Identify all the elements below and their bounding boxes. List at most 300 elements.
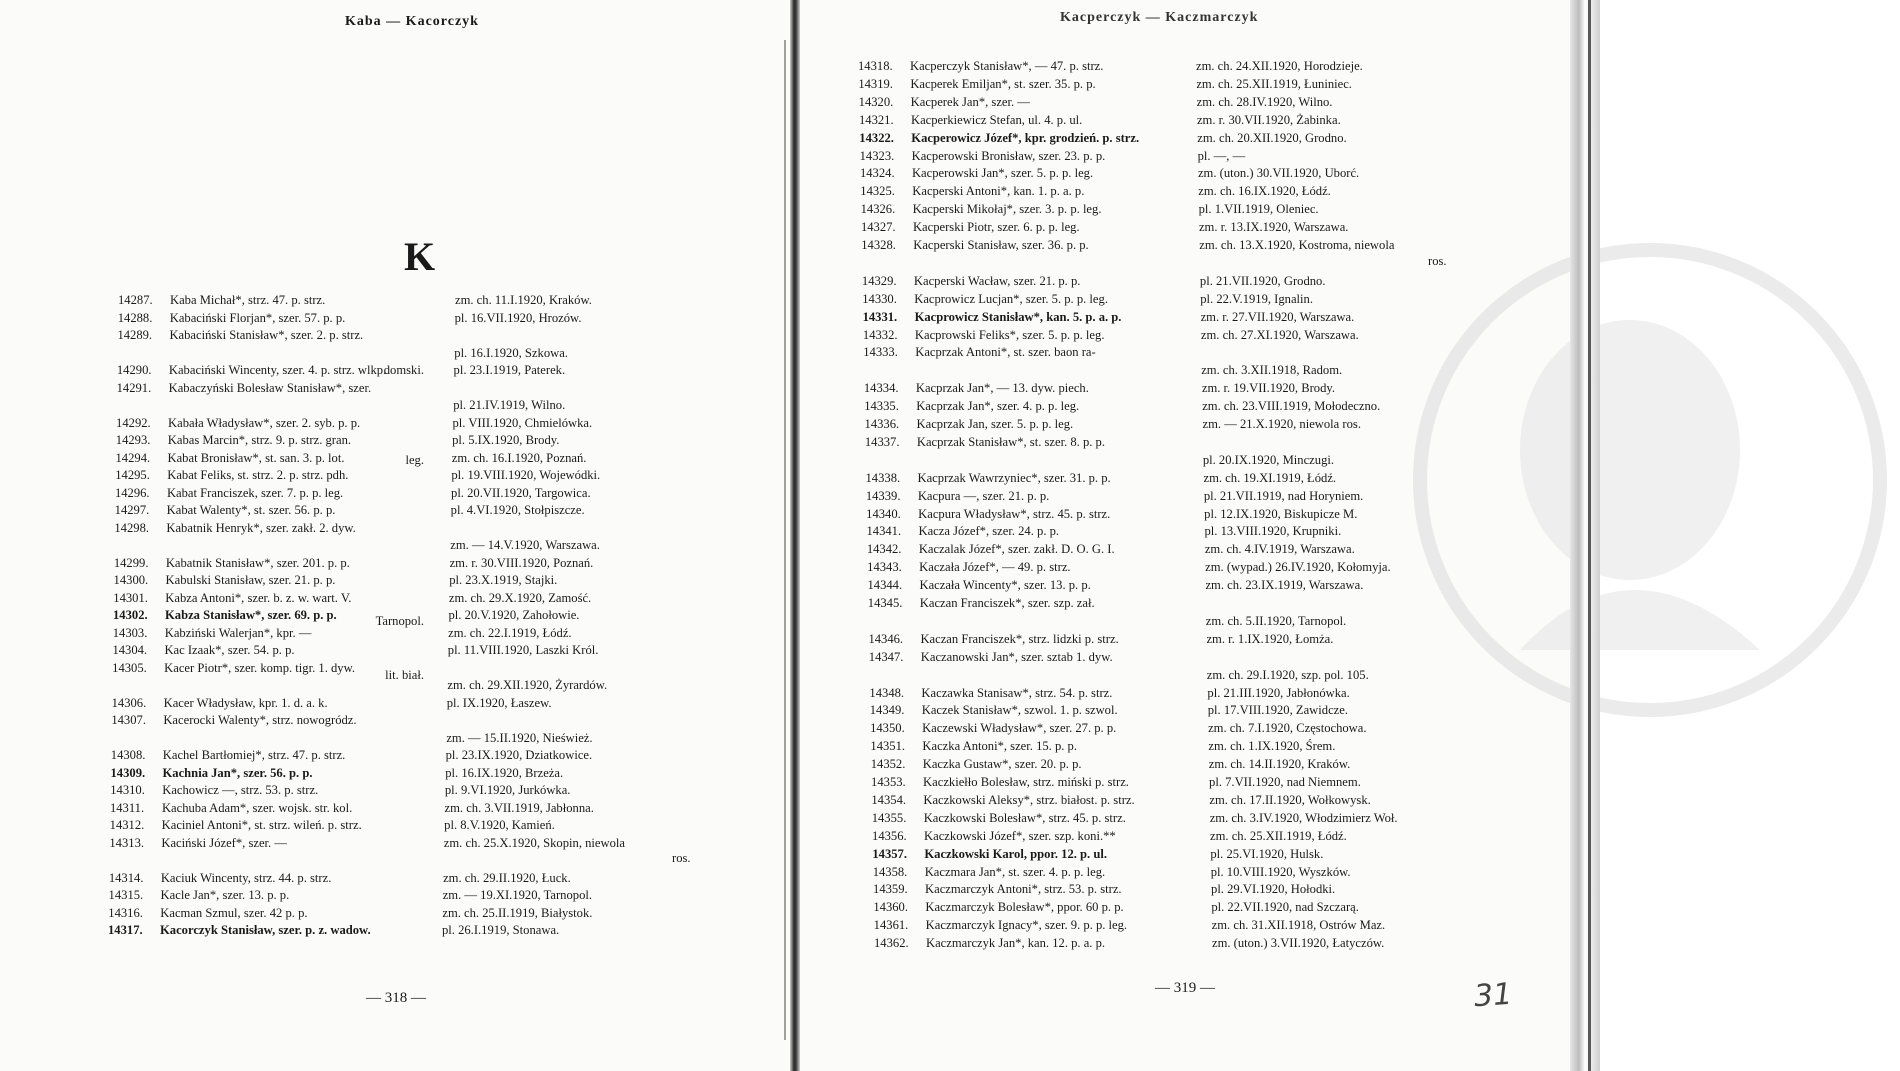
entry-name: Kacperski Piotr, szer. 6. p. p. leg.: [912, 220, 1080, 235]
list-item: [118, 292, 325, 309]
entry-fate: zm. ch. 3.XII.1918, Radom.: [1201, 363, 1343, 378]
entry-number: 14333.: [863, 345, 898, 360]
list-item: [865, 416, 1074, 433]
watermark-medallion-icon: [1400, 230, 1900, 730]
entry-name: Kaczkiełło Bolesław, strz. miński p. strz.: [923, 775, 1129, 789]
entry-name: Kabat Feliks, st. strz. 2. p. strz. pdh.: [167, 468, 349, 482]
entry-name: Kacprzak Wawrzyniec*, szer. 31. p. p.: [917, 470, 1111, 485]
entry-name: Kaba Michał*, strz. 47. p. strz.: [170, 293, 326, 307]
list-item: [867, 559, 1070, 576]
entry-number: 14308.: [110, 748, 146, 762]
entry-fate: zm. ch. 19.XI.1919, Łódź.: [1203, 470, 1337, 485]
entry-fate: pl. 20.IX.1920, Minczugi.: [1202, 452, 1335, 467]
entry-name: Kacprowicz Lucjan*, szer. 5. p. p. leg.: [914, 291, 1108, 306]
entry-fate: pl. 26.I.1919, Stonawa.: [442, 923, 560, 937]
entry-name: Kacperowicz Józef*, kpr. grodzień. p. strz.: [911, 130, 1140, 145]
entry-continuation: lit. biał.: [385, 667, 424, 682]
entry-fate: zm. ch. 16.IX.1920, Łódź.: [1198, 184, 1331, 199]
entry-fate: pl. 16.IX.1920, Brzeża.: [445, 765, 564, 780]
list-item: [866, 523, 1059, 540]
entry-number: 14362.: [874, 936, 909, 951]
entry-name: Kaczek Stanisław*, szwol. 1. p. szwol.: [921, 703, 1118, 718]
entry-name: Kabaciński Wincenty, szer. 4. p. strz. wlkp.: [168, 363, 387, 377]
list-item: [117, 362, 386, 379]
entry-name: Kacperowski Bronisław, szer. 23. p. p.: [911, 148, 1106, 163]
entry-number: 14318.: [858, 59, 893, 73]
entry-number: 14331.: [862, 309, 898, 324]
entry-fate: pl. —, —: [1197, 148, 1246, 163]
entry-fate: pl. 12.IX.1920, Biskupicze M.: [1204, 506, 1358, 521]
entry-fate: zm. ch. 16.I.1920, Poznań.: [451, 450, 587, 465]
list-item: [115, 502, 336, 519]
entry-name: Kaczmara Jan*, st. szer. 4. p. p. leg.: [924, 864, 1106, 879]
entry-name: Kacza Józef*, szer. 24. p. p.: [918, 524, 1060, 539]
entry-number: 14315.: [108, 888, 144, 902]
entry-number: 14355.: [871, 810, 907, 825]
entry-fate: pl. 13.VIII.1920, Krupniki.: [1204, 524, 1342, 539]
list-item: [113, 590, 351, 607]
entry-fate: pl. 21.VII.1919, nad Horyniem.: [1203, 488, 1364, 503]
list-item: [863, 327, 1105, 344]
entry-continuation: leg.: [405, 452, 424, 467]
entry-number: 14358.: [872, 864, 908, 879]
list-item: [864, 380, 1089, 397]
entry-fate: zm. ch. 23.IX.1919, Warszawa.: [1205, 578, 1364, 593]
list-item: [117, 327, 363, 344]
section-letter: K: [404, 234, 436, 279]
entry-name: Kaczka Antoni*, szer. 15. p. p.: [922, 739, 1077, 754]
pencil-note: 31: [1472, 976, 1514, 1015]
list-item: [872, 810, 1126, 827]
list-item: [873, 864, 1105, 881]
entry-name: Kaczmarczyk Ignacy*, szer. 9. p. p. leg.: [925, 918, 1128, 933]
entry-fate: zm. — 19.XI.1920, Tarnopol.: [442, 888, 593, 902]
entry-name: Kaczewski Władysław*, szer. 27. p. p.: [922, 721, 1117, 736]
list-item: [866, 470, 1111, 487]
list-item: [113, 625, 312, 642]
entry-name: Kabat Walenty*, st. szer. 56. p. p.: [166, 503, 336, 517]
entry-name: Kaczan Franciszek*, szer. szp. zał.: [919, 596, 1095, 610]
right-page-number: — 319 —: [1155, 980, 1215, 996]
list-item: [871, 792, 1134, 809]
entry-number: 14314.: [108, 870, 144, 885]
entry-fate: pl. 8.V.1920, Kamień.: [444, 818, 555, 832]
entry-number: 14296.: [114, 485, 150, 500]
entry-name: Kacer Władysław, kpr. 1. d. a. k.: [163, 695, 328, 710]
list-item: [109, 835, 287, 852]
entry-continuation: Tarnopol.: [375, 613, 424, 628]
entry-fate: zm. ch. 14.II.1920, Kraków.: [1208, 757, 1351, 772]
entry-name: Kacprzak Antoni*, st. szer. baon ra-: [915, 345, 1096, 360]
list-item: [117, 380, 372, 397]
entry-number: 14352.: [870, 757, 906, 772]
entry-name: Kabas Marcin*, strz. 9. p. strz. gran.: [167, 433, 352, 447]
entry-fate: zm. r. 1.IX.1920, Łomża.: [1206, 631, 1334, 646]
entry-fate: zm. ch. 25.X.1920, Skopin, niewola: [443, 835, 625, 850]
entry-name: Kacperek Emiljan*, st. szer. 35. p. p.: [910, 76, 1096, 91]
list-item: [110, 817, 362, 834]
entry-number: 14348.: [869, 685, 905, 700]
list-item: [861, 201, 1102, 218]
entry-number: 14324.: [859, 166, 895, 181]
list-item: [869, 685, 1112, 702]
entry-fate: zm. ch. 17.II.1920, Wołkowysk.: [1209, 792, 1371, 807]
entry-name: Kacerocki Walenty*, strz. nowogródz.: [163, 713, 357, 727]
entry-number: 14303.: [112, 625, 148, 640]
entry-fate: zm. r. 13.IX.1920, Warszawa.: [1198, 220, 1349, 235]
entry-fate: zm. (uton.) 3.VII.1920, Łatyczów.: [1212, 936, 1385, 951]
entry-number: 14295.: [115, 468, 150, 482]
entry-fate: pl. 5.IX.1920, Brody.: [452, 433, 560, 447]
list-item: [867, 577, 1090, 594]
entry-fate: zm. ch. 28.IV.1920, Wilno.: [1196, 94, 1333, 109]
entry-number: 14342.: [866, 542, 902, 557]
entry-number: 14307.: [111, 713, 146, 727]
entry-fate: pl. VIII.1920, Chmielówka.: [452, 415, 593, 430]
entry-fate: zm. ch. 3.VII.1919, Jabłonna.: [444, 800, 594, 815]
list-item: [858, 76, 1095, 93]
entry-number: 14350.: [870, 721, 905, 736]
entry-name: Kachowicz —, strz. 53. p. strz.: [162, 783, 319, 797]
entry-number: 14289.: [117, 328, 153, 342]
entry-number: 14325.: [860, 184, 895, 199]
entry-fate: pl. 23.X.1919, Stajki.: [449, 573, 558, 587]
entry-name: Kaczała Wincenty*, szer. 13. p. p.: [919, 578, 1091, 593]
page-edge-line: [1588, 0, 1591, 1071]
entry-fate: pl. 23.I.1919, Paterek.: [453, 363, 566, 377]
entry-name: Kaczawka Stanisaw*, strz. 54. p. strz.: [921, 685, 1113, 700]
entry-number: 14349.: [869, 703, 905, 718]
entry-fate: zm. ch. 29.XII.1920, Żyrardów.: [447, 678, 608, 692]
entry-number: 14341.: [866, 524, 902, 539]
entry-fate: zm. (uton.) 30.VII.1920, Uborć.: [1197, 166, 1360, 181]
entry-number: 14344.: [867, 578, 903, 593]
entry-fate: zm. ch. 3.IV.1920, Włodzimierz Woł.: [1209, 810, 1398, 825]
entry-fate: zm. ch. 7.I.1920, Częstochowa.: [1208, 721, 1367, 736]
entry-fate: pl. 16.I.1920, Szkowa.: [454, 345, 568, 360]
entry-number: 14335.: [864, 399, 899, 414]
list-item: [863, 309, 1122, 326]
entry-name: Kaczanowski Jan*, szer. sztab 1. dyw.: [920, 649, 1113, 664]
entry-name: Kabulski Stanisław, szer. 21. p. p.: [165, 573, 336, 587]
list-item: [110, 782, 318, 799]
list-item: [112, 660, 355, 677]
entry-number: 14360.: [873, 900, 908, 915]
entry-number: 14361.: [873, 918, 909, 933]
entry-name: Kabziński Walerjan*, kpr. —: [164, 625, 312, 640]
entry-number: 14320.: [858, 94, 894, 109]
entry-fate: zm. r. 30.VIII.1920, Poznań.: [449, 555, 594, 570]
entry-name: Kabza Antoni*, szer. b. z. w. wart. V.: [165, 590, 352, 605]
entry-name: Kacprzak Jan*, szer. 4. p. p. leg.: [916, 399, 1080, 414]
entry-fate: zm. r. 27.VII.1920, Warszawa.: [1200, 309, 1355, 324]
entry-fate: pl. 29.VI.1920, Hołodki.: [1211, 882, 1336, 897]
entry-name: Kacman Szmul, szer. 42 p. p.: [160, 905, 308, 920]
list-item: [869, 649, 1113, 666]
entry-fate: pl. 7.VII.1920, nad Niemnem.: [1209, 775, 1361, 789]
entry-name: Kacperski Antoni*, kan. 1. p. a. p.: [912, 184, 1085, 199]
entry-name: Kaczkowski Karol, ppor. 12. p. ul.: [924, 846, 1108, 861]
entry-name: Kacprowski Feliks*, szer. 5. p. p. leg.: [914, 327, 1105, 342]
list-item: [859, 112, 1082, 129]
entry-number: 14305.: [112, 660, 147, 675]
entry-fate: pl. 23.IX.1920, Dziatkowice.: [445, 748, 593, 762]
entry-name: Kaciniel Antoni*, st. strz. wileń. p. strz.: [161, 818, 362, 832]
list-item: [864, 398, 1079, 415]
entry-fate: pl. 22.V.1919, Ignalin.: [1200, 291, 1313, 306]
entry-fate: zm. ch. 13.X.1920, Kostroma, niewola: [1199, 238, 1395, 252]
portrait-watermark: [1400, 230, 1900, 730]
entry-number: 14327.: [860, 220, 896, 235]
entry-fate: pl. 20.V.1920, Zahołowie.: [448, 608, 580, 622]
entry-name: Kaczmarczyk Jan*, kan. 12. p. a. p.: [926, 936, 1106, 951]
entry-name: Kacprzak Stanisław*, st. szer. 8. p. p.: [916, 434, 1106, 449]
entry-number: 14301.: [113, 590, 148, 605]
entry-number: 14293.: [115, 433, 151, 447]
entry-number: 14309.: [110, 765, 146, 780]
entry-name: Kabza Stanisław*, szer. 69. p. p.: [165, 608, 337, 622]
list-item: [866, 488, 1050, 505]
entry-number: 14316.: [108, 905, 143, 920]
list-item: [115, 485, 343, 502]
entry-number: 14337.: [864, 434, 900, 449]
list-item: [116, 415, 360, 432]
entry-name: Kaczkowski Aleksy*, strz. białost. p. strz.: [923, 792, 1135, 807]
entry-number: 14346.: [868, 631, 904, 646]
entry-fate: pl. 21.IV.1919, Wilno.: [453, 398, 566, 412]
list-item: [871, 774, 1129, 791]
entry-fate: zm. ch. 29.I.1920, szp. pol. 105.: [1206, 667, 1369, 682]
entry-number: 14287.: [118, 293, 153, 307]
entry-fate: zm. ch. 29.II.1920, Łuck.: [443, 870, 571, 885]
entry-fate: pl. 22.VII.1920, nad Szczarą.: [1211, 900, 1359, 915]
entry-fate: zm. — 14.V.1920, Warszawa.: [450, 538, 600, 552]
entry-name: Kaczan Franciszek*, strz. lidzki p. strz.: [920, 631, 1119, 646]
list-item: [111, 765, 313, 782]
entry-name: Kaczkowski Bolesław*, strz. 45. p. strz.: [923, 810, 1126, 825]
list-item: [873, 899, 1123, 916]
list-item: [863, 344, 1095, 361]
entry-name: Kaciuk Wincenty, strz. 44. p. strz.: [160, 870, 332, 885]
entry-number: 14312.: [109, 818, 145, 832]
entry-number: 14304.: [112, 643, 148, 657]
entry-fate: pl. 20.VII.1920, Targowica.: [451, 485, 591, 500]
entry-name: Kabaczyński Bolesław Stanisław*, szer.: [168, 380, 372, 395]
list-item: [858, 58, 1103, 75]
entry-name: Kacorczyk Stanisław, szer. p. z. wadow.: [160, 923, 371, 937]
entry-name: Kaczmarczyk Antoni*, strz. 53. p. strz.: [925, 882, 1122, 897]
entry-name: Kaczkowski Józef*, szer. szp. koni.**: [924, 828, 1116, 843]
right-running-head: Kacperczyk — Kaczmarczyk: [1060, 10, 1259, 25]
list-item: [861, 237, 1088, 254]
entry-number: 14292.: [116, 415, 151, 430]
entry-fate: pl. 1.VII.1919, Oleniec.: [1198, 202, 1319, 217]
entry-fate-continuation: ros.: [1428, 253, 1447, 268]
entry-number: 14328.: [861, 238, 896, 252]
entry-fate: pl. 17.VIII.1920, Zawidcze.: [1207, 703, 1348, 718]
entry-number: 14310.: [110, 783, 145, 797]
entry-number: 14290.: [116, 363, 152, 377]
entry-number: 14345.: [867, 596, 903, 610]
list-item: [114, 555, 350, 572]
entry-fate: zm. ch. 25.XII.1919, Łuniniec.: [1196, 76, 1352, 91]
entry-fate: zm. ch. 5.II.1920, Tarnopol.: [1205, 613, 1347, 628]
entry-number: 14353.: [871, 775, 906, 789]
entry-number: 14298.: [114, 520, 150, 535]
entry-name: Kacpura —, szer. 21. p. p.: [917, 488, 1050, 503]
entry-name: Kacpura Władysław*, strz. 45. p. strz.: [918, 506, 1111, 521]
entry-number: 14351.: [870, 739, 906, 754]
entry-name: Kabat Franciszek, szer. 7. p. p. leg.: [166, 485, 344, 500]
list-item: [110, 800, 352, 817]
list-item: [867, 541, 1115, 558]
entry-fate: zm. ch. 4.IV.1919, Warszawa.: [1204, 542, 1355, 557]
entry-number: 14354.: [871, 792, 907, 807]
list-item: [865, 434, 1105, 451]
entry-name: Kaczalak Józef*, szer. zakł. D. O. G. I.: [918, 542, 1115, 557]
entry-name: Kaczała Józef*, — 49. p. strz.: [919, 560, 1071, 575]
entry-fate: zm. ch. 20.XII.1920, Grodno.: [1197, 130, 1347, 145]
entry-number: 14319.: [858, 76, 893, 91]
entry-name: Kabaciński Florjan*, szer. 57. p. p.: [169, 310, 346, 325]
entry-number: 14306.: [111, 695, 147, 710]
entry-name: Kacperkiewicz Stefan, ul. 4. p. ul.: [910, 112, 1083, 127]
entry-name: Kac Izaak*, szer. 54. p. p.: [164, 643, 295, 657]
entry-name: Kaciński Józef*, szer. —: [161, 835, 287, 850]
list-item: [862, 273, 1081, 290]
entry-number: 14288.: [117, 310, 153, 325]
entry-name: Kacperski Wacław, szer. 21. p. p.: [913, 273, 1081, 288]
entry-number: 14359.: [873, 882, 908, 897]
list-item: [860, 148, 1106, 165]
left-page: [0, 0, 790, 1071]
list-item: [109, 887, 290, 904]
list-item: [874, 917, 1127, 934]
entry-number: 14357.: [872, 846, 907, 861]
entry-number: 14334.: [863, 381, 899, 396]
entry-name: Kaczka Gustaw*, szer. 20. p. p.: [922, 757, 1082, 772]
list-item: [859, 94, 1030, 111]
entry-number: 14330.: [862, 291, 897, 306]
entry-fate: zm. ch. 25.XII.1919, Łódź.: [1210, 828, 1347, 843]
entry-number: 14322.: [859, 130, 894, 145]
list-item: [112, 642, 294, 659]
list-item: [872, 846, 1107, 863]
entry-fate: zm. ch. 23.VIII.1919, Mołodeczno.: [1202, 399, 1381, 414]
entry-fate: zm. — 21.X.1920, niewola ros.: [1202, 417, 1361, 431]
list-item: [113, 607, 337, 624]
entry-fate: pl. 19.VIII.1920, Wojewódki.: [451, 468, 601, 482]
entry-name: Kacperski Stanisław, szer. 36. p. p.: [913, 238, 1089, 252]
entry-name: Kacperowski Jan*, szer. 5. p. p. leg.: [911, 166, 1094, 181]
page-edge: [1570, 0, 1600, 1071]
entry-name: Kacprzak Jan*, — 13. dyw. piech.: [915, 381, 1089, 396]
list-item: [112, 695, 328, 712]
entry-name: Kacperczyk Stanisław*, — 47. p. strz.: [910, 59, 1104, 73]
list-item: [116, 432, 351, 449]
entry-fate: pl. 4.VI.1920, Stołpiszcze.: [450, 503, 585, 517]
entry-number: 14336.: [864, 417, 900, 431]
list-item: [114, 572, 336, 589]
entry-fate: zm. — 15.II.1920, Nieśwież.: [446, 730, 593, 745]
entry-number: 14311.: [109, 800, 145, 815]
list-item: [868, 631, 1118, 648]
entry-name: Kacprzak Jan, szer. 5. p. p. leg.: [916, 417, 1074, 431]
entry-fate: zm. r. 30.VII.1920, Żabinka.: [1196, 112, 1341, 127]
entry-fate: pl. 16.VII.1920, Hrozów.: [454, 310, 582, 325]
entry-fate: pl. 11.VIII.1920, Laszki Król.: [447, 643, 599, 657]
entry-fate: pl. 21.VII.1920, Grodno.: [1199, 273, 1326, 288]
list-item: [872, 828, 1116, 845]
entry-name: Kachel Bartłomiej*, strz. 47. p. strz.: [162, 748, 346, 762]
list-item: [874, 935, 1105, 952]
left-running-head: Kaba — Kacorczyk: [345, 14, 479, 29]
entry-number: 14294.: [115, 450, 151, 465]
entry-fate: zm. ch. 22.I.1919, Łódź.: [448, 625, 572, 640]
list-item: [118, 310, 346, 327]
entry-number: 14299.: [113, 555, 149, 570]
entry-number: 14317.: [108, 923, 143, 937]
entry-name: Kabała Władysław*, szer. 2. syb. p. p.: [168, 415, 361, 430]
entry-fate: pl. 9.VI.1920, Jurkówka.: [444, 783, 571, 797]
entry-fate: zm. ch. 1.IX.1920, Śrem.: [1208, 739, 1336, 754]
entry-fate: zm. ch. 29.X.1920, Zamość.: [448, 590, 592, 605]
entry-number: 14300.: [113, 573, 149, 587]
entry-fate: zm. r. 19.VII.1920, Brody.: [1201, 381, 1336, 396]
list-item: [868, 595, 1095, 612]
entry-number: 14343.: [867, 560, 902, 575]
entry-number: 14332.: [862, 327, 898, 342]
entry-number: 14302.: [113, 608, 148, 622]
entry-name: Kabatnik Henryk*, szer. zakł. 2. dyw.: [166, 520, 356, 535]
entry-name: Kacprowicz Stanisław*, kan. 5. p. a. p.: [914, 309, 1122, 324]
entry-number: 14338.: [865, 470, 901, 485]
entry-fate: pl. 10.VIII.1920, Wyszków.: [1210, 864, 1351, 879]
entry-fate: zm. ch. 11.I.1920, Kraków.: [455, 293, 592, 307]
list-item: [111, 747, 346, 764]
gutter-shadow: [784, 40, 786, 1040]
list-item: [862, 291, 1108, 308]
entry-fate: zm. ch. 31.XII.1918, Ostrów Maz.: [1211, 918, 1386, 933]
entry-name: Kacle Jan*, szer. 13. p. p.: [160, 888, 290, 902]
entry-fate-continuation: ros.: [672, 851, 691, 865]
entry-number: 14326.: [860, 202, 896, 217]
entry-number: 14313.: [109, 835, 145, 850]
list-item: [109, 870, 332, 887]
entry-fate: pl. 21.III.1920, Jabłonówka.: [1207, 685, 1350, 700]
list-item: [111, 712, 356, 729]
list-item: [116, 450, 345, 467]
book-gutter: [790, 0, 800, 1071]
entry-number: 14356.: [872, 828, 907, 843]
entry-name: Kacperek Jan*, szer. —: [910, 94, 1030, 109]
entry-fate: zm. ch. 24.XII.1920, Horodzieje.: [1196, 59, 1363, 73]
list-item: [860, 165, 1093, 182]
list-item: [873, 881, 1122, 898]
list-item: [859, 130, 1139, 147]
entry-number: 14347.: [868, 649, 904, 664]
list-item: [870, 738, 1077, 755]
list-item: [871, 756, 1082, 773]
entry-name: Kachnia Jan*, szer. 56. p. p.: [162, 765, 313, 780]
list-item: [108, 922, 371, 939]
entry-number: 14323.: [859, 148, 895, 163]
entry-number: 14340.: [866, 506, 901, 521]
entry-fate: zm. (wypad.) 26.IV.1920, Kołomyja.: [1205, 560, 1391, 575]
entry-name: Kachuba Adam*, szer. wojsk. str. kol.: [161, 800, 353, 815]
entry-continuation: domski.: [383, 363, 424, 378]
entry-number: 14339.: [865, 488, 901, 503]
